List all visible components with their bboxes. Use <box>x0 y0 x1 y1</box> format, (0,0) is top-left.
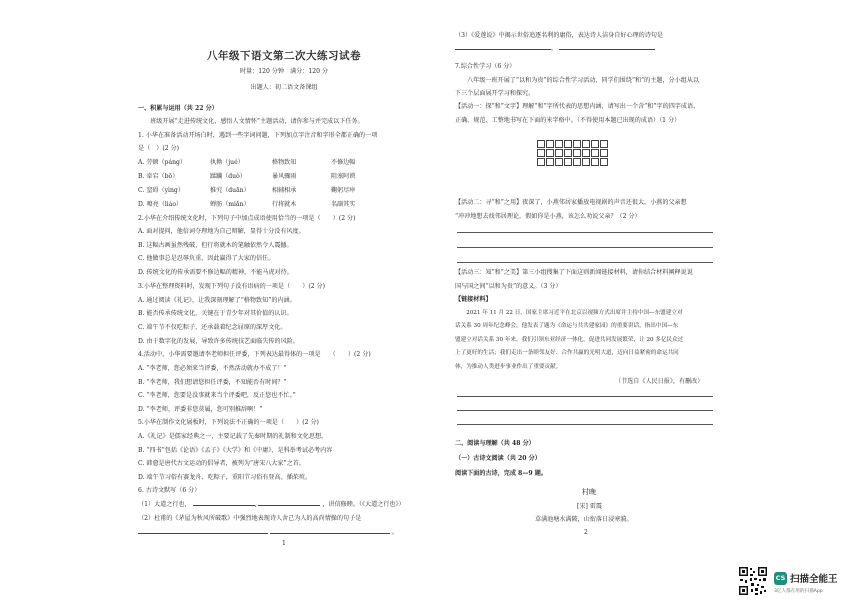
grid-cell[interactable] <box>573 140 581 148</box>
grid-cell[interactable] <box>555 158 563 166</box>
q4-option-d: D. “李老师，评委非您莫属，您可别推辞啊！” <box>138 406 263 413</box>
grid-cell[interactable] <box>600 158 608 166</box>
news-line: 话关系 30 周年纪念峰会，他发表了题为《命运与共共建家园》的重要讲话，指出中国—东 <box>455 323 679 329</box>
news-source: （节选自《人民日报》，有删改） <box>615 378 704 385</box>
answer-blank[interactable] <box>193 505 255 506</box>
grid-cell[interactable] <box>564 140 572 148</box>
answer-line[interactable] <box>457 262 713 263</box>
q6-item-2-blank: 。 <box>138 530 398 536</box>
grid-cell[interactable] <box>555 149 563 157</box>
q3-option-a: A. 通过阅读《礼记》，让我深刻理解了“格物致知”的内涵。 <box>138 297 296 304</box>
exam-page-1: 八年级下语文第二次大练习试卷 时量：120 分钟 满分：120 分 出题人：初二语文备课组 一、积累与运用（共 22 分） 班级开展“走进传统文化，感悟人文情怀”主题活动，请你参与并完成以下任务。 1. 小华在准备活动开场白时，遇到一些字词问题，下列加点字注音和字形全都正确的一项 是（ ）(2 分) A. 劳顿（páng） 执拗（jué） 格物致知 不修边幅 B. 牵宕（bō） 蹂躏（duò） 暴风骤雨 阻塞阿谀 C. 窒碍（yìng） 推究（duān） 相辅相承 鞠躬尽瘁 D. 嘹亮（liáo） 蝉肪（miǎn） 行将就木 名副其实 2.小华在介绍传统文化时，下列句子中加点成语使用恰当的一项是（ ）(2 分) A. 面对提问，他倍词夺理地为自己辩解，显得十分没有风度。 B. 这幅古画虽然残破，但行将就木的笔触依然令人震撼。 C. 他做事总是忍辱负重，因此赢得了大家的信任。 D. 传统文化的传承需要不修边幅的精神，不能马虎对待。 3.小华在整理资料时，发现下列句子没有语病的一项是（ ）(2 分) A. 通过阅读《礼记》，让我深刻理解了“格物致知”的内涵。 B. 能否传承传统文化，关键在于青少年对其价值的认识。 C. 端午节不仅吃粽子，还承载着纪念屈原的深厚文化。 D. 由于数字化的发展，导致许多传统技艺面临失传的风险。 4.活动中，小华需要邀请李老师担任评委，下列表达最得体的一项是 （ ）(2 分) A. “李老师，您必须来当评委，不然活动就办不成了！” B. “李老师，我们想请您担任评委，不知能否有时间？” C. “李老师，您要是没事就来当个评委吧，反正您也不忙。” D. “李老师，评委非您莫属，您可别推辞啊！” 5.小华在制作文化展板时，下列说法不正确的一项是（ ）(2 分) A.《礼记》是儒家经典之一，主要记载了先秦时期的礼制和文化思想。 B. “四书”包括《论语》《孟子》《大学》和《中庸》，是科举考试必考内容 C. 韩愈是唐代古文运动的倡导者，被列为“唐宋八大家”之首。 D. 端午节习俗有赛龙舟、吃粽子，重阳节习俗有登高、插茱萸。 6. 古诗文默写（6 分） （1）大道之行也， , ，讲信修睦。（《大道之行也》） （2）杜甫的《茅屋为秋风所破歌》中强烈地表现诗人舍己为人的高尚情操的句子是 。 1 <box>138 0 430 560</box>
exam-title: 八年级下语文第二次大练习试卷 <box>207 50 361 62</box>
grid-cell[interactable] <box>591 140 599 148</box>
q3-option-b: B. 能否传承传统文化，关键在于青少年对其价值的认识。 <box>138 310 293 317</box>
grid-cell[interactable] <box>546 158 554 166</box>
question-7-heading: 7.综合性学习（6 分） <box>455 63 516 70</box>
poem-title: 村晚 <box>582 488 596 496</box>
grid-cell[interactable] <box>537 140 545 148</box>
grid-cell[interactable] <box>546 149 554 157</box>
question-5-stem: 5.小华在制作文化展板时，下列说法不正确的一项是（ ）(2 分) <box>138 419 319 426</box>
grid-cell[interactable] <box>573 158 581 166</box>
q5-option-c: C. 韩愈是唐代古文运动的倡导者，被列为“唐宋八大家”之首。 <box>138 460 305 467</box>
q6-item-2: （2）杜甫的《茅屋为秋风所破歌》中强烈地表现诗人舍己为人的高尚情操的句子是 <box>138 515 362 522</box>
q6-item-3-blank: ， <box>455 46 655 52</box>
scanner-watermark <box>738 566 860 608</box>
q3-option-c: C. 端午节不仅吃粽子，还承载着纪念屈原的深厚文化。 <box>138 324 287 331</box>
grid-cell[interactable] <box>564 149 572 157</box>
activity-2-stem: 【活动二：寻“和”之用】夜深了，小燕邻居家播放电视剧的声音还很大，小燕的父亲想 <box>455 199 687 206</box>
answer-blank[interactable] <box>270 533 390 534</box>
question-6-heading: 6. 古诗文默写（6 分） <box>138 487 201 494</box>
question-2-stem: 2.小华在介绍传统文化时，下列句子中加点成语使用恰当的一项是（ ）(2 分) <box>138 215 356 222</box>
q6-item-3: （3）《爱莲说》中揭示世俗追逐名利的庸俗，表达诗人洁身自好心理的诗句是 <box>455 32 664 39</box>
activity-1-stem-end: 正确、规范、工整地书写在下面的米字格中。（不得使用本题已出现的成语）（1 分） <box>455 117 681 124</box>
grid-cell[interactable] <box>600 149 608 157</box>
q7-intro-1: 八年级一班开展了“以和为贵”的综合性学习活动，同学们围绕“和”的主题，分小组从以 <box>455 77 700 84</box>
camscanner-logo-icon: CS <box>774 572 787 585</box>
answer-line[interactable] <box>457 424 713 425</box>
grid-cell[interactable] <box>564 158 572 166</box>
q2-option-a: A. 面对提问，他倍词夺理地为自己辩解，显得十分没有风度。 <box>138 228 305 235</box>
poem-line: 草满池塘水满陂，山衔落日浸寒漪。 <box>535 516 633 523</box>
answer-line[interactable] <box>457 232 713 233</box>
q2-option-c: C. 他做事总是忍辱负重，因此赢得了大家的信任。 <box>138 255 275 262</box>
answer-blank[interactable] <box>455 49 551 50</box>
news-line: 体，为推动人类进步事业作出了重要贡献。 <box>455 364 562 370</box>
activity-3-stem-end: 国与国之间“以和为贵”的意义。（3 分） <box>455 283 562 290</box>
grid-cell[interactable] <box>591 158 599 166</box>
answer-blank[interactable] <box>258 505 320 506</box>
q4-option-a: A. “李老师，您必须来当评委，不然活动就办不成了！” <box>138 365 287 372</box>
answer-line[interactable] <box>457 247 713 248</box>
section-2-heading: 二、阅读与理解（共 48 分） <box>455 440 535 447</box>
answer-blank[interactable] <box>138 533 268 534</box>
news-line: 2021 年 11 月 22 日，国家主席习近平在北京以视频方式出席并主持中国—东盟建立对 <box>455 310 683 316</box>
exam-page-2 <box>455 0 720 560</box>
question-3-stem: 3.小华在整理资料时，发现下列句子没有语病的一项是（ ）(2 分) <box>138 283 326 290</box>
q2-option-b: B. 这幅古画虽然残破，但行将就木的笔触依然令人震撼。 <box>138 242 293 249</box>
activity-2-stem-end: “冲冲地想去找邻居理论，假如你是小燕，该怎么劝说父亲？（2 分） <box>455 213 641 220</box>
answer-line[interactable] <box>457 396 713 397</box>
grid-cell[interactable] <box>582 158 590 166</box>
grid-cell[interactable] <box>582 140 590 148</box>
q4-option-c: C. “李老师，您要是没事就来当个评委吧，反正您也不忙。” <box>138 392 296 399</box>
reading-instruction: 阅读下面的古诗，完成 8—9 题。 <box>455 470 547 477</box>
answer-line[interactable] <box>457 410 713 411</box>
q3-option-d: D. 由于数字化的发展，导致许多传统技艺面临失传的风险。 <box>138 338 299 345</box>
activity-intro: 班级开展“走进传统文化，感悟人文情怀”主题活动，请你参与并完成以下任务。 <box>138 118 364 125</box>
scanner-app-tagline: 3亿人都在用的扫描App <box>774 589 823 594</box>
q5-option-b: B. “四书”包括《论语》《孟子》《大学》和《中庸》，是科举考试必考内容 <box>138 447 333 454</box>
answer-blank[interactable] <box>559 49 655 50</box>
grid-cell[interactable] <box>582 149 590 157</box>
news-line: 盟建立对话关系 30 年来，我们引领东亚经济一体化，促进共同发展繁荣，让 20 多亿民众过 <box>455 337 684 343</box>
q6-item-1: （1）大道之行也， , ，讲信修睦。（《大道之行也》） <box>138 501 405 508</box>
page-number: 1 <box>282 540 286 547</box>
grid-cell[interactable] <box>591 149 599 157</box>
grid-cell[interactable] <box>573 149 581 157</box>
q7-intro-2: 下三个层面展开学习和探究。 <box>455 90 535 97</box>
poem-author: [宋] 雷震 <box>577 503 602 510</box>
grid-cell[interactable] <box>546 140 554 148</box>
link-material-title: 【链接材料】 <box>455 296 492 303</box>
qr-code-icon <box>738 566 768 596</box>
grid-cell[interactable] <box>555 140 563 148</box>
grid-cell[interactable] <box>600 140 608 148</box>
question-4-stem: 4.活动中，小华需要邀请李老师担任评委，下列表达最得体的一项是 （ ）(2 分) <box>138 351 371 358</box>
section-1-heading: 一、积累与运用（共 22 分） <box>138 105 218 112</box>
question-1-stem: 1. 小华在准备活动开场白时，遇到一些字词问题，下列加点字注音和字形全都正确的一项 <box>138 132 378 139</box>
q5-option-d: D. 端午节习俗有赛龙舟、吃粽子，重阳节习俗有登高、插茱萸。 <box>138 474 312 481</box>
exam-setter: 出题人：初二语文备课组 <box>250 84 318 91</box>
q2-option-d: D. 传统文化的传承需要不修边幅的精神，不能马虎对待。 <box>138 269 293 276</box>
subsection-poetry-heading: （一）古诗文阅读（共 20 分） <box>455 455 541 462</box>
grid-cell[interactable] <box>537 158 545 166</box>
exam-meta: 时量：120 分钟 满分：120 分 <box>239 68 329 75</box>
grid-cell[interactable] <box>537 149 545 157</box>
activity-1-stem: 【活动一：探“和”文字】理解“和”字所代表的思想内涵，请写出一个含“和”字的四字成语， <box>455 103 700 110</box>
page-number: 2 <box>584 529 588 536</box>
q4-option-b: B. “李老师，我们想请您担任评委，不知能否有时间？” <box>138 379 287 386</box>
question-1-stem-end: 是（ ）(2 分) <box>138 145 180 152</box>
news-line: 上了更好的生活；我们走出一条睦邻友好、合作共赢的光明大道，迈向日益紧密的命运共同 <box>455 350 679 356</box>
scanner-app-name: 扫描全能王 <box>790 574 838 585</box>
q5-option-a: A.《礼记》是儒家经典之一，主要记载了先秦时期的礼制和文化思想。 <box>138 433 328 440</box>
activity-3-stem: 【活动三：知“和”之美】第三小组搜集了下面这则新闻链接材料，请你结合材料阐释说说 <box>455 269 693 276</box>
